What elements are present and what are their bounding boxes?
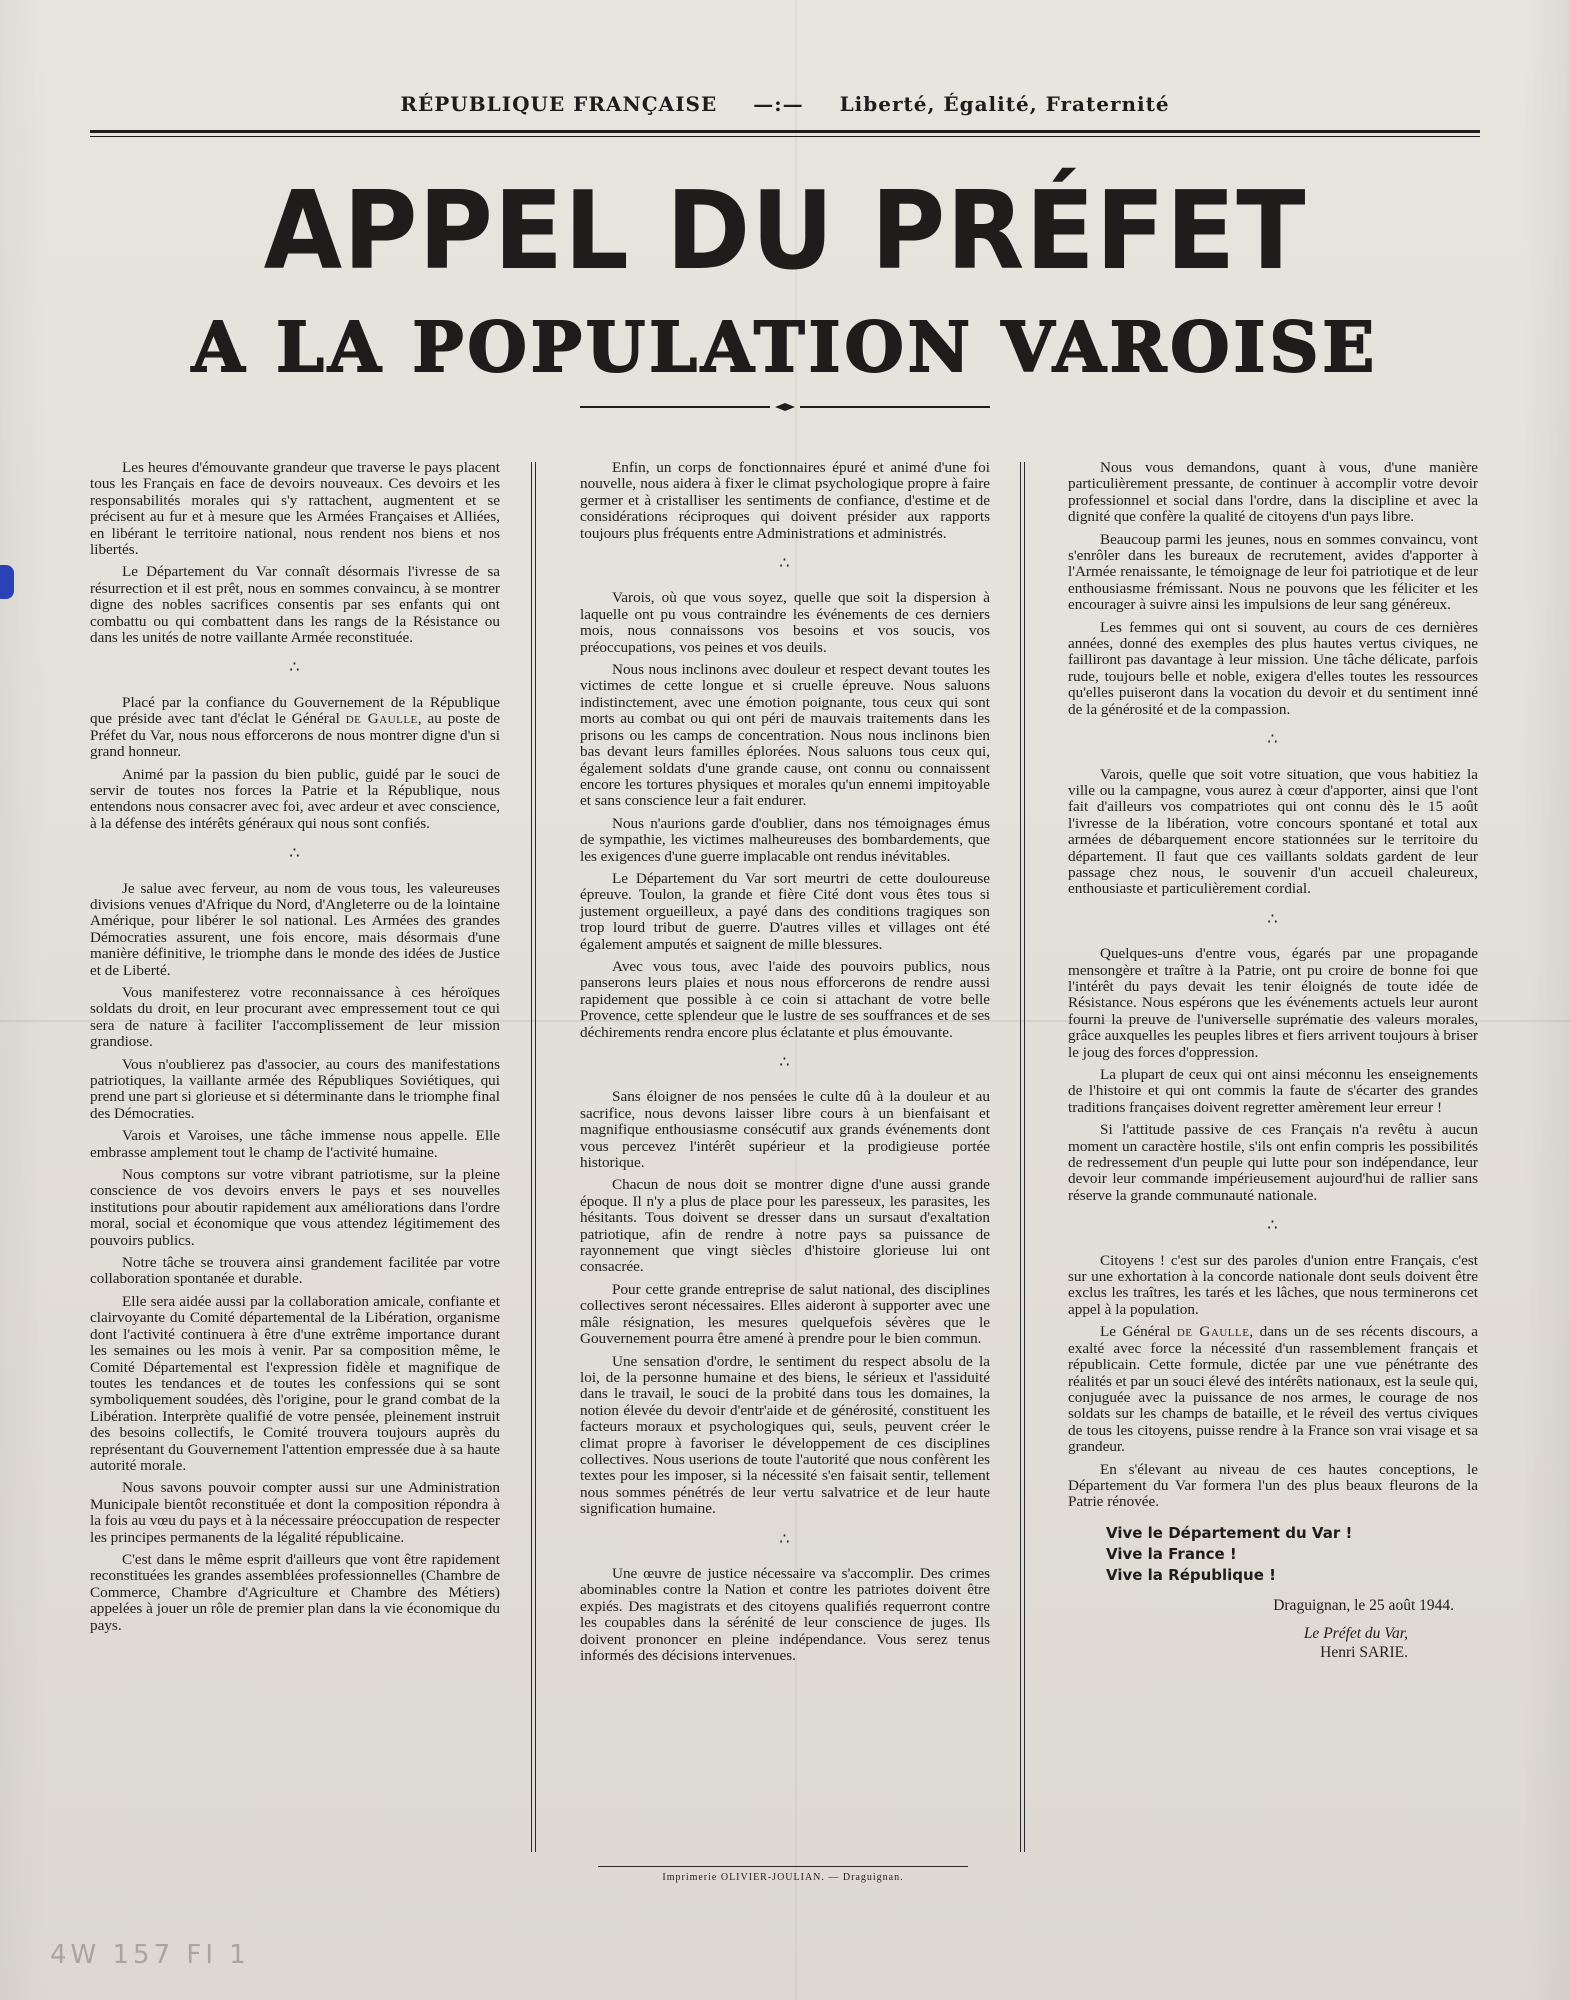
paragraph: La plupart de ceux qui ont ainsi méconnu les enseignements de l'histoire et qui ont commis la faute de s'écarter des grandes traditions françaises doivent regretter amèrement leur erreur ! — [1068, 1066, 1478, 1116]
paragraph: Je salue avec ferveur, au nom de vous tous, les valeureuses divisions venues d'Afrique du Nord, d'Angleterre ou de la lointaine Amérique, pour libérer le sol national. Les Armées des grandes Démocraties assurent, une fois encore, mais désormais d'une manière définitive, le triomphe dans le monde des idées de Justice et de Liberté. — [90, 879, 500, 979]
paragraph: Nous comptons sur votre vibrant patriotisme, sur la pleine conscience de vos devoirs envers le pays et ses nouvelles institutions pour aboutir rapidement aux améliorations dans l'ordre moral, social et économique que vous attendez légitimement des pouvoirs publics. — [90, 1166, 500, 1249]
paragraph: Enfin, un corps de fonctionnaires épuré et animé d'une foi nouvelle, nous aidera à fixer le climat psychologique propre à faire germer et à cristalliser les sentiments de confiance, d'estime et de considérations réciproques qui doivent présider aux rapports toujours plus fréquents entre Administrations et administrés. — [580, 459, 990, 542]
paragraph: Pour cette grande entreprise de salut national, des disciplines collectives seront nécessaires. Elles aideront à supporter avec une mâle résignation, les mesures quelquefois sévères que le Gouvernement pourra être amené à prendre pour le bien commun. — [580, 1280, 990, 1348]
section-mark: ∴ — [1267, 731, 1279, 749]
paragraph: Varois et Varoises, une tâche immense nous appelle. Elle embrasse amplement tout le champ de l'activité humaine. — [90, 1127, 500, 1161]
paragraph: Les femmes qui ont si souvent, au cours de ces dernières années, donné des exemples des plus hautes vertus civiques, ne failliront pas davantage à leur mission. Une tâche délicate, parfois rude, toujours belle et noble, exigera d'elles toutes les ressources qu'elles puiseront dans la vocation du devoir et du sentiment inné de la générosité et de la compassion. — [1068, 618, 1478, 718]
text-run: Le Général — [1100, 1323, 1171, 1341]
paragraph: Vous manifesterez votre reconnaissance à ces héroïques soldats du droit, en leur procurant avec empressement tout ce qui sera de nature à faciliter l'accomplissement de leur mission grandiose. — [90, 983, 500, 1051]
header-separator: —:— — [753, 92, 804, 116]
column-separator-2 — [1020, 462, 1025, 1852]
paragraph: Varois, quelle que soit votre situation, que vous habitiez la ville ou la campagne, vous aurez à cœur d'apporter, ainsi que l'ont fait d'ailleurs vos compatriotes qui ont connu dès le 15 août l'ivresse de la libération, votre concours spontané et total aux armées de débarquement encore stationnées sur le territoire du département. Il faut que ces vaillants soldats gardent de leur passage chez nous, le souvenir d'un accueil chaleureux, enthousiaste et particulièrement cordial. — [1068, 765, 1478, 898]
de-gaulle-name: de Gaulle — [345, 710, 418, 728]
text-run: , dans un de ses récents discours, a exalté avec force la nécessité d'un rassemblement français et républicain. Cette formule, dictée par une vue pénétrante des réalités et par un souci élevé des intérêts nationaux, est la seule qui, conjuguée avec la puissance de nos armes, le courage de nos soldats sur les champs de bataille, et le réveil des vertus civiques de tous les citoyens, puisse rendre à la France son vrai visage et sa grandeur. — [1068, 1323, 1478, 1456]
paragraph — [90, 695, 500, 761]
paragraph: Le Département du Var sort meurtri de cette douloureuse épreuve. Toulon, la grande et fière Cité dont vous êtes tous si justement orgueilleux, a payé dans des conditions tragiques son trop lourd tribut de guerre. D'autres villes et villages ont été également amputés et saignent de mille blessures. — [580, 869, 990, 953]
paragraph: Une œuvre de justice nécessaire va s'accomplir. Des crimes abominables contre la Nation et contre les patriotes doivent être expiés. Des magistrats et des citoyens qualifiés requerront contre les coupables dans la sérénité de leur conscience de juges. Ils doivent prononcer en pleine indépendance. Vous serez tenus informés des décisions intervenues. — [580, 1564, 990, 1664]
paragraph: Nous savons pouvoir compter aussi sur une Administration Municipale bientôt reconstituée et dont la composition répondra à la fois au vœu du pays et à la nécessaire préoccupation de respecter les principes permanents de la légalité républicaine. — [90, 1479, 500, 1546]
section-mark: ∴ — [779, 555, 791, 573]
paragraph: Le Département du Var connaît désormais l'ivresse de sa résurrection et il est prêt, nous en sommes convaincu, à se montrer digne des nobles sacrifices consentis par ses enfants qui ont combattu ou qui combattent dans les rangs de la Résistance ou dans les unités de notre vaillante Armée reconstituée. — [90, 563, 500, 647]
text-run: , au poste de Préfet du Var, nous nous efforcerons de nous montrer digne d'un si grand honneur. — [90, 710, 501, 761]
paragraph: Chacun de nous doit se montrer digne d'une aussi grande époque. Il n'y a plus de place pour les paresseux, les parasites, les hésitants. Tous doivent se dresser dans un sursaut d'exaltation patriotique, afin de rendre à notre pays sa puissance de rayonnement que vingt siècles d'histoire glorieuse lui ont consacrée. — [580, 1176, 990, 1276]
printer-imprint: Imprimerie OLIVIER-JOULIAN. — Draguignan. — [662, 1872, 904, 1883]
paragraph: Nous n'aurions garde d'oublier, dans nos témoignages émus de sympathie, les victimes malheureuses des bombardements, que les exigences d'une guerre implacable ont rendus inévitables. — [580, 814, 990, 865]
section-mark: ∴ — [779, 1054, 791, 1071]
paragraph: Si l'attitude passive de ces Français n'a revêtu à aucun moment un caractère hostile, s'ils ont enfin compris les possibilités de redressement d'un peuple qui lutte pour son indépendance, leur devoir leur commande impérieusement aujourd'hui de rallier sans réserve la grande communauté nationale. — [1068, 1121, 1478, 1204]
paragraph: Beaucoup parmi les jeunes, nous en sommes convaincu, vont s'enrôler dans les bureaux de recrutement, avides d'apporter à l'Armée renaissante, le témoignage de leur foi patriotique et de leur enthousiasme frémissant. Nous ne pouvons que les féliciter et les encourager à suivre ainsi les impulsions de leur sang généreux. — [1068, 530, 1478, 614]
title-ornament-rule — [580, 402, 990, 412]
section-mark: ∴ — [289, 659, 301, 677]
paragraph: Les heures d'émouvante grandeur que traverse le pays placent tous les Français en face de devoirs nouveaux. Ces devoirs et les responsabilités morales qui s'y rattachent, augmentent et se précisent au fur et à mesure que les Armées Françaises et Alliées, en libérant le territoire national, nous rendent nos biens et nos libertés. — [90, 459, 500, 559]
paragraph: Notre tâche se trouvera ainsi grandement facilitée par votre collaboration spontanée et durable. — [90, 1254, 500, 1288]
header-republic: RÉPUBLIQUE FRANÇAISE — [400, 92, 718, 116]
paragraph: Quelques-uns d'entre vous, égarés par une propagande mensongère et traître à la Patrie, ont pu croire de bonne foi que l'intérêt du pays devait les tenir éloignés de toute idée de Résistance. Nous espérons que les événements actuels leur auront fourni la preuve de l'universelle suprématie des valeurs morales, grâce auxquelles les peuples libres et fiers arrivent toujours à briser le joug des forces d'oppression. — [1068, 945, 1478, 1061]
blue-pin-mark — [0, 565, 14, 599]
paragraph: Avec vous tous, avec l'aide des pouvoirs publics, nous panserons leurs plaies et nous nous efforcerons de rendre aussi rapidement que possible à ce coin si attachant de votre belle Provence, cette splendeur que le lustre de ses souffrances et de ses déchirements rendra encore plus éclatante et plus émouvante. — [580, 957, 990, 1041]
republic-header — [90, 92, 1480, 116]
section-mark: ∴ — [1267, 910, 1279, 928]
section-mark: ∴ — [289, 845, 301, 863]
paragraph: Sans éloigner de nos pensées le culte dû à la douleur et au sacrifice, nous devons laisser libre cours à un bienfaisant et magnifique enthousiasme consécutif aux grands événements dont vous percevez l'intérêt supérieur et la prodigieuse portée historique. — [580, 1088, 990, 1172]
slogan-republique: Vive la République ! — [1106, 1565, 1276, 1584]
signatory-role: Le Préfet du Var, — [1303, 1625, 1408, 1643]
title-line-1: APPEL DU PRÉFET — [263, 169, 1307, 294]
paragraph: Vous n'oublierez pas d'associer, au cours des manifestations patriotiques, la vaillante armée des Républiques Soviétiques, qui prend une part si glorieuse et si déterminante dans le triomphe final des Démocraties. — [90, 1055, 500, 1122]
paragraph: En s'élevant au niveau de ces hautes conceptions, le Département du Var formera l'un des plus beaux fleurons de la Patrie rénovée. — [1068, 1460, 1478, 1511]
paragraph: Animé par la passion du bien public, guidé par le souci de servir de toutes nos forces la Patrie et la République, nous entendons nous consacrer avec foi, avec ardeur et avec conscience, à la défense des intérêts généraux qui nous sont confiés. — [90, 765, 500, 832]
column-separator-1 — [531, 462, 536, 1852]
paragraph: C'est dans le même esprit d'ailleurs que vont être rapidement reconstituées les grandes assemblées professionnelles (Chambre de Commerce, Chambre d'Agriculture et Chambre des Métiers) appelées à jouer un rôle de premier plan dans la vie économique du pays. — [90, 1550, 500, 1634]
place-date: Draguignan, le 25 août 1944. — [1273, 1596, 1454, 1614]
paragraph: Varois, où que vous soyez, quelle que soit la dispersion à laquelle ont pu vous contraindre les événements de ces derniers mois, nous connaissons vos besoins et vos soucis, vos préoccupations, vos peines et vos deuils. — [580, 589, 990, 656]
slogan-france: Vive la France ! — [1106, 1544, 1237, 1563]
paragraph: Elle sera aidée aussi par la collaboration amicale, confiante et clairvoyante du Comité départemental de la Libération, organisme dont l'activité continuera à être d'une extrême importance durant les semaines ou les mois à venir. Par sa composition même, le Comité Départemental est l'expression fidèle et magnifique de toutes les tendances et de toutes les confessions qui se sont symboliquement soudées, dès l'origine, pour le grand combat de la Libération. Interprète qualifié de votre pensée, pleinement instruit des besoins collectifs, le Comité trouvera toujours auprès du représentant du Gouvernement l'attention empressée due à sa haute autorité morale. — [90, 1292, 500, 1474]
column-3 — [1068, 460, 1478, 1662]
header-motto: Liberté, Égalité, Fraternité — [839, 92, 1170, 116]
paragraph: Nous vous demandons, quant à vous, d'une manière particulièrement pressante, de continuer à accomplir votre devoir professionnel et social dans l'ordre, dans la discipline et avec la dignité que confère la qualité de citoyens d'un pays libre. — [1068, 459, 1478, 526]
header-double-rule — [90, 130, 1480, 137]
paragraph — [1068, 1324, 1478, 1455]
slogans-block — [1106, 1523, 1478, 1586]
archive-handwritten-mark: 4W 157 FI 1 — [50, 1940, 250, 1970]
section-mark: ∴ — [779, 1530, 791, 1548]
column-2 — [580, 460, 990, 1670]
footer-rule — [598, 1866, 968, 1867]
text-run: Placé par la confiance du Gouvernement de la République que préside avec tant d'éclat le Général — [90, 693, 500, 728]
slogan-var: Vive le Département du Var ! — [1106, 1523, 1353, 1542]
paragraph: Une sensation d'ordre, le sentiment du respect absolu de la loi, de la personne humaine et des biens, le sérieux et l'assiduité dans le travail, le souci de la probité dans tous les domaines, la notion élevée du devoir d'entr'aide et de générosité, constituent les facteurs moraux et psychologiques qui, seuls, peuvent créer le climat propre à favoriser le développement de ces disciplines collectives. Nous userions de toute l'autorité que nous confèrent les textes pour les imposer, si la nécessité s'en faisait sentir, tellement nous sommes pénétrés de leur vertu salvatrice et de leur haute signification humaine. — [580, 1352, 990, 1518]
signature-block — [1068, 1624, 1408, 1662]
column-1 — [90, 460, 500, 1640]
paragraph: Citoyens ! c'est sur des paroles d'union entre Français, c'est sur une exhortation à la concorde nationale dont seuls doivent être exclus les traîtres, les tarés et les lâches, que nous terminerons cet appel à la population. — [1068, 1251, 1478, 1318]
title-line-2: A LA POPULATION VAROISE — [191, 308, 1379, 388]
de-gaulle-name: de Gaulle — [1176, 1323, 1250, 1341]
signatory-name: Henri SARIE. — [1320, 1644, 1408, 1662]
paragraph: Nous nous inclinons avec douleur et respect devant toutes les victimes de cette longue et si cruelle épreuve. Nous saluons indistinctement, avec une émotion poignante, tous ceux qui sont morts au combat ou qui ont péri de mauvais traitements dans les prisons ou les camps de concentration. Nous nous inclinons bien bas devant leurs familles éplorées. Nous saluons tous ceux qui, également soldats d'une grande cause, ont connu ou connaissent encore les tortures physiques et morales qu'un ennemi impitoyable et sans conscience leur a fait endurer. — [580, 661, 990, 810]
section-mark: ∴ — [1267, 1217, 1279, 1235]
